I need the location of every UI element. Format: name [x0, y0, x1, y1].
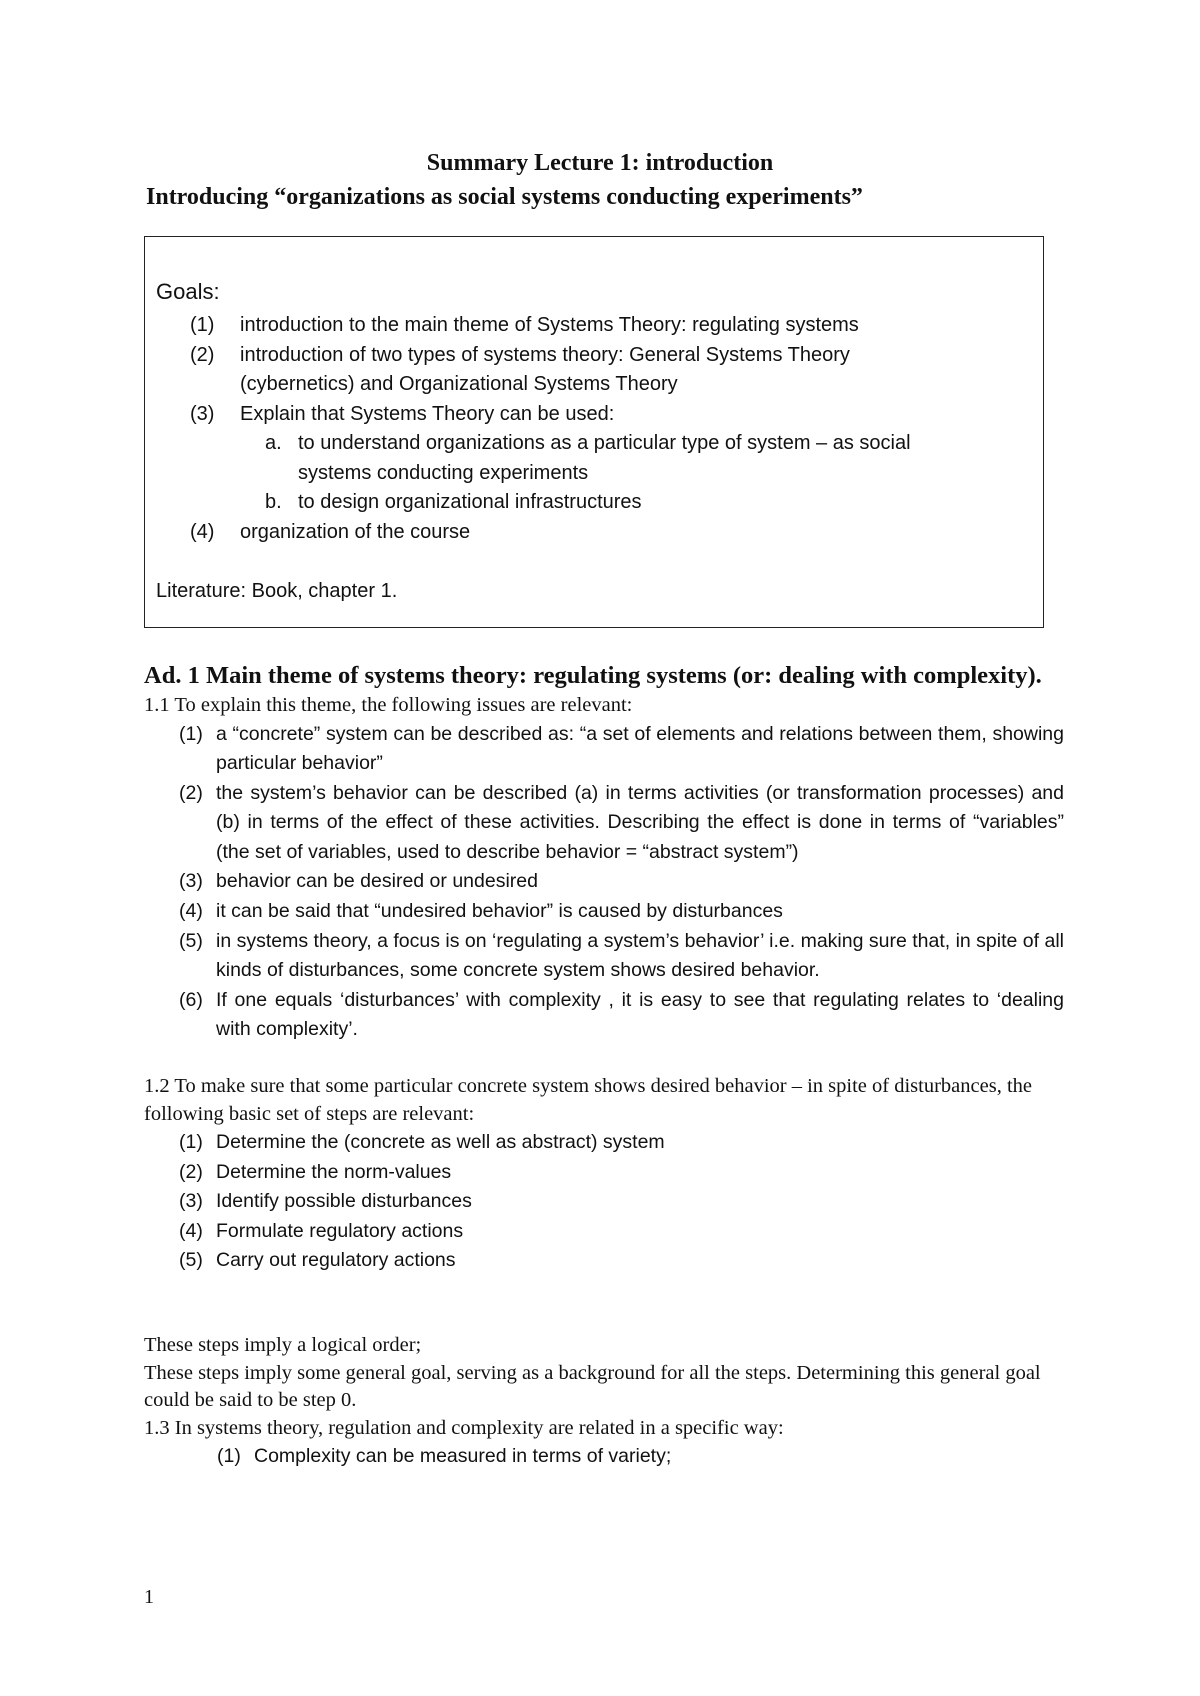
goal-subitem-text: to design organizational infrastructures: [298, 491, 642, 513]
goal-subitem-letter: a.: [265, 432, 282, 454]
list-item: [144, 1128, 1064, 1158]
list-number: (4): [179, 1219, 203, 1242]
list-number: (6): [179, 988, 203, 1011]
section-heading: Ad. 1 Main theme of systems theory: regulating systems (or: dealing with complexity).: [144, 662, 1042, 689]
complexity-list: [144, 1442, 1064, 1472]
literature-note: Literature: Book, chapter 1.: [156, 580, 398, 602]
paragraph-1-3: 1.3 In systems theory, regulation and complexity are related in a specific way:: [144, 1416, 784, 1439]
list-number: (5): [179, 1249, 203, 1272]
goal-item: [156, 518, 1026, 548]
paragraph-1-2: 1.2 To make sure that some particular concrete system shows desired behavior – in spite of disturbances, the following basic set of steps are relevant:: [144, 1075, 1032, 1125]
goal-subitem-letter: b.: [265, 491, 282, 513]
goal-item: [156, 341, 1026, 400]
title-block: [0, 146, 1200, 214]
page-subtitle: Introducing “organizations as social systems conducting experiments”: [146, 184, 863, 210]
goal-subitem-text: to understand organizations as a particular type of system – as social systems conducting experiments: [298, 432, 911, 484]
list-text: in systems theory, a focus is on ‘regulating a system’s behavior’ i.e. making sure that, in spite of all kinds of disturbances, some concrete system shows desired behavior.: [216, 929, 1064, 982]
list-text: Determine the norm-values: [216, 1160, 452, 1183]
list-item: [144, 986, 1064, 1045]
list-item: [144, 1217, 1064, 1247]
list-text: it can be said that “undesired behavior” is caused by disturbances: [216, 900, 783, 923]
list-number: (1): [179, 1131, 203, 1154]
list-number: (2): [179, 781, 203, 804]
list-text: Complexity can be measured in terms of variety;: [254, 1445, 672, 1467]
list-number: (2): [179, 1160, 203, 1183]
list-item: [144, 1187, 1064, 1217]
paragraph-1-1: 1.1 To explain this theme, the following issues are relevant:: [144, 694, 633, 716]
goal-subitem: [156, 429, 1026, 488]
list-number: (4): [179, 900, 203, 923]
list-item: [144, 1158, 1064, 1188]
paragraph-steps-order: These steps imply a logical order;: [144, 1334, 422, 1356]
list-item: [144, 897, 1064, 927]
list-item: [144, 1246, 1064, 1276]
list-item: [144, 720, 1064, 779]
list-text: a “concrete” system can be described as: “a set of elements and relations between them, showing particular behavior”: [216, 722, 1064, 775]
page-number: 1: [144, 1586, 154, 1608]
list-item: [144, 1442, 1064, 1472]
goal-item: [156, 311, 1026, 341]
list-text: Formulate regulatory actions: [216, 1219, 464, 1242]
goal-subitem: [156, 488, 1026, 518]
goal-number: (1): [190, 314, 215, 336]
steps-list: [144, 1128, 1064, 1276]
list-number: (5): [179, 929, 203, 952]
goal-number: (4): [190, 520, 215, 543]
goals-content: [156, 277, 1026, 606]
section-1: [144, 660, 1064, 1472]
issues-list: [144, 720, 1064, 1046]
goals-heading: Goals:: [156, 279, 220, 304]
list-item: [144, 927, 1064, 986]
list-number: (3): [179, 1190, 203, 1213]
goal-text: Explain that Systems Theory can be used:: [240, 402, 615, 425]
goals-box: [144, 236, 1044, 628]
list-text: Identify possible disturbances: [216, 1190, 472, 1213]
list-number: (1): [179, 722, 203, 745]
list-number: (3): [179, 870, 203, 893]
goal-text: organization of the course: [240, 520, 471, 543]
list-text: behavior can be desired or undesired: [216, 870, 538, 893]
list-text: Carry out regulatory actions: [216, 1249, 456, 1272]
paragraph-steps-goal: These steps imply some general goal, serving as a background for all the steps. Determining this general goal could be said to be step 0.: [144, 1361, 1041, 1411]
list-text: the system’s behavior can be described (a) in terms activities (or transformation processes) and (b) in terms of the effect of these activities. Describing the effect is done in terms of “variables” (the set of variables, used to describe behavior = “abstract system”): [216, 781, 1064, 863]
list-text: If one equals ‘disturbances’ with complexity , it is easy to see that regulating relates to ‘dealing with complexity’.: [216, 988, 1064, 1041]
list-number: (1): [217, 1445, 241, 1467]
spacer: [144, 1045, 1064, 1073]
list-text: Determine the (concrete as well as abstract) system: [216, 1131, 665, 1154]
list-item: [144, 867, 1064, 897]
goal-text: introduction of two types of systems theory: General Systems Theory (cybernetics) and Organizational Systems Theory: [240, 343, 850, 395]
page-title: Summary Lecture 1: introduction: [426, 150, 774, 176]
goal-item: [156, 400, 1026, 430]
spacer: [144, 1276, 1064, 1332]
goal-text: introduction to the main theme of Systems Theory: regulating systems: [240, 314, 859, 336]
goal-number: (3): [190, 402, 215, 425]
list-item: [144, 779, 1064, 868]
goal-number: (2): [190, 343, 215, 366]
